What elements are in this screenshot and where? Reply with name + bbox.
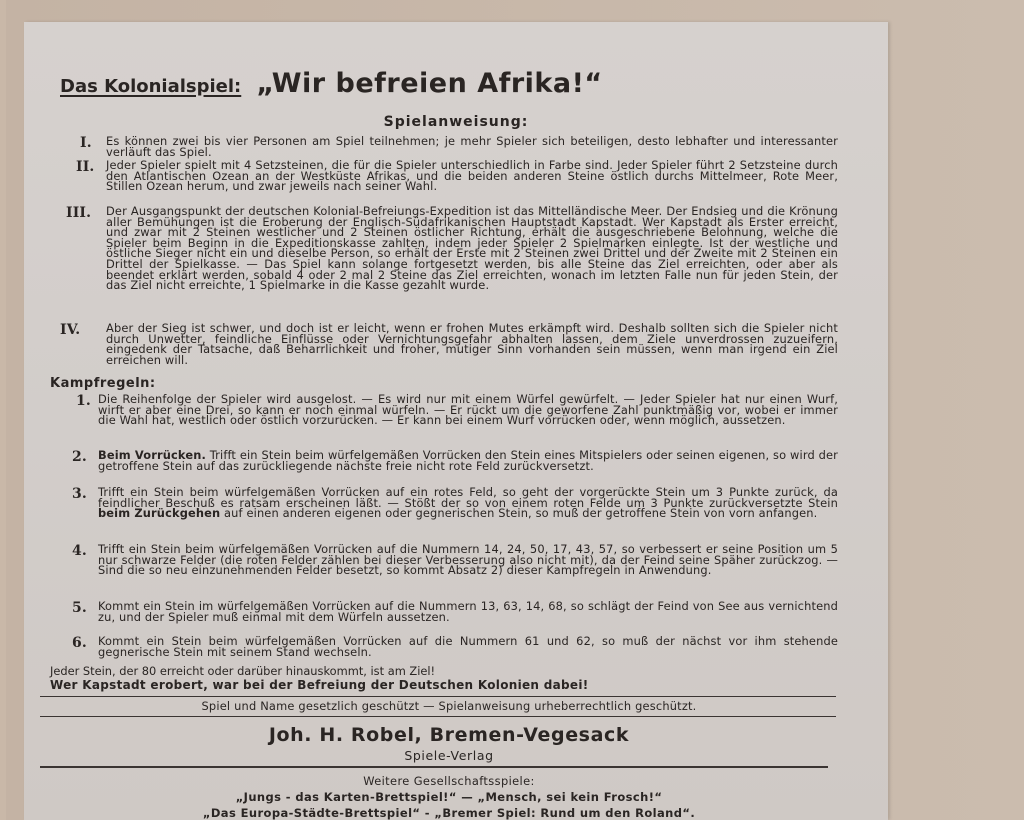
- kampf-rule-number: 3.: [72, 486, 87, 502]
- rule-number: I.: [80, 135, 92, 151]
- rule-text: Aber der Sieg ist schwer, und doch ist er leicht, wenn er frohen Mutes erkämpft wird. Deshalb sollten sich die Spieler nicht durch Unwetter, feindliche Einflüsse oder Vernichtungsgefahr abhalten lassen, dem Ziele unverdrossen zuzueifern, eingedenk der Tatsache, daß Beharrlichkeit und froher, mutiger Sinn vorhanden sein müssen, wenn man irgend ein Ziel erreichen will.: [106, 321, 838, 367]
- kampf-rule-text: Kommt ein Stein beim würfelgemäßen Vorrücken auf die Nummern 61 und 62, so muß der nächst vor ihm stehende gegnerische Stein mit seinem Stand wechseln.: [98, 634, 838, 659]
- kampf-rule-number: 6.: [72, 635, 87, 651]
- kampf-rule-text: Trifft ein Stein beim würfelgemäßen Vorrücken auf die Nummern 14, 24, 50, 17, 43, 57, so verbessert er seine Position um 5 nur schwarze Felder (die roten Felder zählen bei dieser Verbesserung also nicht mit), da der Feind seine Späher zurückzog. — Sind die so neu einzunehmenden Felder besetzt, so kommt Absatz 2) dieser Kampfregeln in Anwendung.: [98, 542, 838, 578]
- kampf-rule-text: [98, 487, 838, 519]
- kampfregeln-title: Kampfregeln:: [50, 376, 156, 391]
- copyright-note: Spiel und Name gesetzlich geschützt — Spielanweisung urheberrechtlich geschützt.: [201, 699, 697, 713]
- heading-prefix: Das Kolonialspiel:: [60, 76, 242, 97]
- divider-middle: [40, 716, 836, 717]
- kampf-rule-item: [72, 599, 838, 624]
- kampf-rule-number: 1.: [76, 393, 91, 409]
- divider-bottom: [40, 766, 828, 768]
- rule-number: III.: [66, 205, 92, 221]
- divider-top: [40, 696, 836, 697]
- kampf-rule-item: [72, 542, 838, 578]
- heading-title: „Wir befreien Afrika!“: [256, 68, 603, 99]
- kampf-rule-number: 2.: [72, 449, 87, 465]
- rule-item: [66, 204, 838, 293]
- rule-text: Jeder Spieler spielt mit 4 Setzsteinen, die für die Spieler unterschiedlich in Farbe sind. Jeder Spieler führt 2 Setzsteine durch den Atlantischen Ozean an der Westküste Afrikas, und die beiden anderen Steine östlich durchs Mittelmeer, Rote Meer, Stillen Ozean herum, und zwar jeweils nach seiner Wahl.: [106, 158, 838, 194]
- kampf-rule-body-b: auf einen anderen eigenen oder gegnerischen Stein, so muß der getroffene Stein von vorn anfangen.: [220, 506, 818, 521]
- kampf-rule-item: [72, 448, 838, 473]
- instruction-sheet: [24, 22, 888, 820]
- kampf-rule-body: Trifft ein Stein beim würfelgemäßen Vorrücken den Stein eines Mitspielers oder seinen eigenen, so wird der getroffene Stein auf das zurückliegende nächste freie nicht rote Feld zurückversetzt.: [98, 448, 838, 473]
- publisher-name: Joh. H. Robel, Bremen-Vegesack: [268, 724, 630, 746]
- rule-number: II.: [76, 159, 95, 175]
- rule-number: IV.: [60, 322, 81, 338]
- rule-text: Es können zwei bis vier Personen am Spiel teilnehmen; je mehr Spieler sich beteiligen, desto lebhafter und interessanter verläuft das Spiel.: [106, 134, 838, 159]
- kampf-rule-text: [98, 450, 838, 471]
- subtitle: Spielanweisung:: [383, 114, 529, 130]
- rule-item: [80, 134, 838, 159]
- kampf-rule-body-a: Trifft ein Stein beim würfelgemäßen Vorrücken auf ein rotes Feld, so geht der vorgerückte Stein um 3 Punkte zurück, da feindlicher Beschuß es ratsam erscheinen läßt. — Stößt der so von einem roten Felde um 3 Punkte zurückversetzte Stein: [98, 485, 838, 510]
- kampf-rule-number: 5.: [72, 600, 87, 616]
- kampf-rule-text: Kommt ein Stein im würfelgemäßen Vorrücken auf die Nummern 13, 63, 14, 68, so schlägt der Feind von See aus vernichtend zu, und der Spieler muß einmal mit dem Würfeln aussetzen.: [98, 599, 838, 624]
- kampf-rule-item: [72, 485, 838, 521]
- rule-item: [60, 321, 838, 367]
- more-games-line-2: „Das Europa-Städte-Brettspiel“ - „Bremer Spiel: Rund um den Roland“.: [202, 806, 696, 820]
- goal-note: Jeder Stein, der 80 erreicht oder darüber hinauskommt, ist am Ziel!: [50, 664, 436, 678]
- kapstadt-slogan: Wer Kapstadt erobert, war bei der Befreiung der Deutschen Kolonien dabei!: [50, 678, 589, 692]
- bold-mid: beim Zurückgehen: [98, 506, 221, 521]
- kampf-rule-text: Die Reihenfolge der Spieler wird ausgelost. — Es wird nur mit einem Würfel gewürfelt. — Jeder Spieler hat nur einen Wurf, wirft er aber eine Drei, so kann er noch einmal würfeln. — Er rückt um die geworfene Zahl punktmäßig vor, wobei er immer die Wahl hat, westlich oder östlich vorzurücken. — Er kann bei einem Wurf vorrücken oder, wenn möglich, aussetzen.: [98, 392, 838, 428]
- more-games-heading: Weitere Gesellschaftsspiele:: [363, 774, 535, 788]
- rule-item: [76, 158, 838, 194]
- heading: [60, 68, 840, 99]
- kampf-rule-number: 4.: [72, 543, 87, 559]
- kampf-rule-item: [72, 634, 838, 659]
- publisher-type: Spiele-Verlag: [404, 748, 494, 763]
- rule-text: Der Ausgangspunkt der deutschen Kolonial-Befreiungs-Expedition ist das Mittelländische Meer. Der Endsieg und die Krönung aller Bemühungen ist die Eroberung der Englisch-Südafrikanischen Hauptstadt Kapstadt. Wer Kapstadt als Erster erreicht, und zwar mit 2 Steinen westlicher und 2 Steinen östlicher Richtung, erhält die ausgeschriebene Belohnung, welche die Spieler beim Beginn in die Expeditionskasse zahlten, indem jeder Spieler 2 Spielmarken einlegte. Ist der westliche und östliche Sieger nicht ein und dieselbe Person, so erhält der Erste mit 2 Steinen zwei Drittel und der Zweite mit 2 Steinen ein Drittel der Spielkasse. — Das Spiel kann solange fortgesetzt werden, bis alle Steine das Ziel erreichten, oder aber als beendet erklärt werden, sobald 4 oder 2 mal 2 Steine das Ziel erreichten, wonach im letzten Falle nun für jeden Stein, der das Ziel nicht erreichte, 1 Spielmarke in die Kasse gezahlt wurde.: [106, 204, 838, 293]
- more-games-line-1: „Jungs - das Karten-Brettspiel!“ — „Mensch, sei kein Frosch!“: [235, 790, 663, 804]
- kampf-rule-item: [76, 392, 838, 428]
- bold-lead: Beim Vorrücken.: [98, 448, 206, 462]
